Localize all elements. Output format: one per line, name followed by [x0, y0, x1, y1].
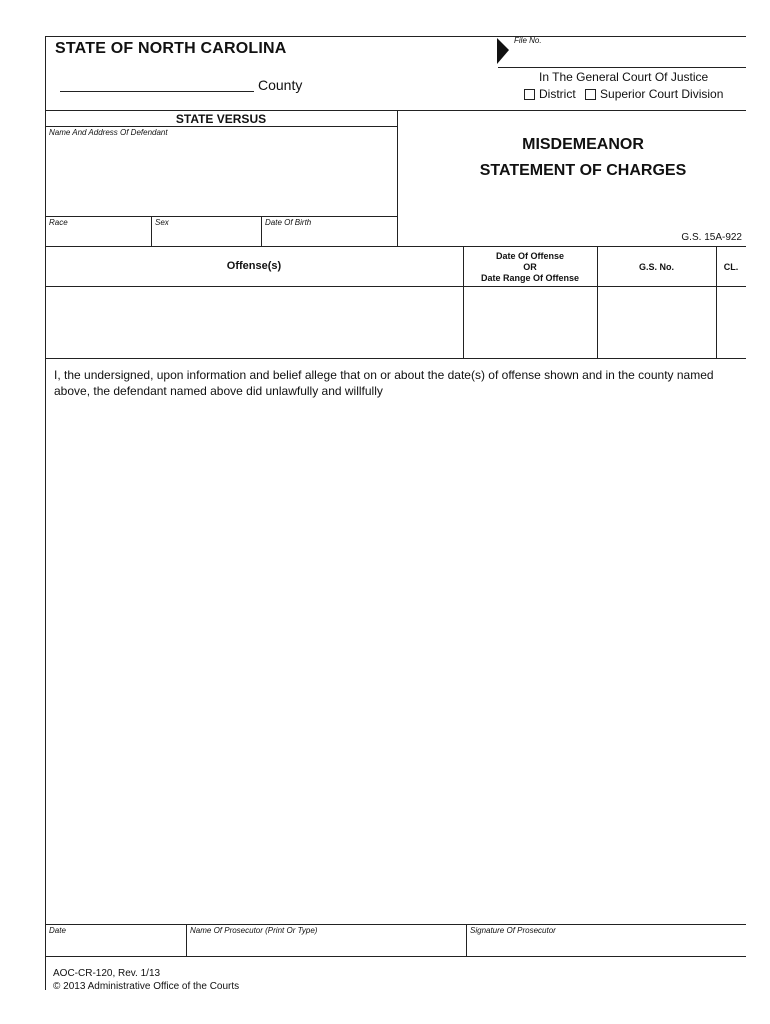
district-option[interactable]	[524, 87, 576, 101]
file-no-underline	[498, 67, 746, 68]
sex-field[interactable]	[155, 229, 257, 244]
dob-label: Date Of Birth	[265, 218, 312, 227]
sex-label: Sex	[155, 218, 169, 227]
dob-field[interactable]	[265, 229, 393, 244]
copyright: © 2013 Administrative Office of the Courts	[53, 981, 240, 992]
district-label: District	[539, 87, 576, 101]
state-versus-underline	[45, 126, 397, 127]
top-border	[45, 36, 746, 37]
offense-field[interactable]	[48, 289, 460, 355]
gs-no-field[interactable]	[600, 289, 713, 355]
form-footer	[53, 967, 239, 993]
state-title: STATE OF NORTH CAROLINA	[55, 40, 287, 57]
date-label: Date	[49, 926, 66, 935]
allegation-text: I, the undersigned, upon information and belief allege that on or about the date(s) of offense shown and in the county named above, the defendant named above did unlawfully and willfully	[54, 368, 714, 398]
prosecutor-name-field[interactable]	[190, 937, 462, 954]
file-no-marker-icon	[497, 38, 511, 64]
left-border	[45, 36, 46, 990]
offense-table-bottom	[45, 358, 746, 359]
defendant-box-right	[397, 110, 398, 246]
header-divider	[45, 110, 746, 111]
prosecutor-signature-field[interactable]	[470, 937, 744, 954]
race-field[interactable]	[49, 229, 147, 244]
class-header: CL.	[723, 262, 739, 272]
county-label: County	[258, 77, 303, 93]
sex-dob-divider	[261, 216, 262, 246]
superior-court-option[interactable]	[585, 87, 723, 101]
date-header-line2: OR	[523, 262, 537, 272]
name-address-field[interactable]	[49, 140, 393, 214]
allegation-field[interactable]	[50, 402, 744, 920]
superior-court-checkbox[interactable]	[585, 89, 596, 100]
signature-date-field[interactable]	[49, 937, 182, 954]
date-header-line3: Date Range Of Offense	[480, 273, 580, 283]
county-field[interactable]	[60, 78, 254, 92]
prosecutor-signature-label: Signature Of Prosecutor	[470, 926, 556, 935]
signature-row-bottom	[45, 956, 746, 957]
file-no-label: File No.	[514, 36, 542, 45]
form-title	[420, 132, 746, 184]
offense-table-top	[45, 246, 746, 247]
race-sex-dob-top	[45, 216, 397, 217]
form-number: AOC-CR-120, Rev. 1/13	[53, 968, 161, 979]
offense-header: Offense(s)	[226, 260, 282, 272]
date-name-divider	[186, 924, 187, 956]
race-sex-divider	[151, 216, 152, 246]
statute-reference: G.S. 15A-922	[681, 232, 742, 243]
file-no-field[interactable]	[514, 47, 744, 65]
date-header	[463, 251, 597, 284]
name-address-label: Name And Address Of Defendant	[49, 128, 168, 137]
name-signature-divider	[466, 924, 467, 956]
court-line: In The General Court Of Justice	[539, 70, 709, 84]
form-title-line1: MISDEMEANOR	[522, 136, 644, 153]
division-options	[524, 87, 723, 101]
date-header-line1: Date Of Offense	[495, 251, 564, 261]
district-checkbox[interactable]	[524, 89, 535, 100]
form-title-line2: STATEMENT OF CHARGES	[479, 162, 687, 179]
offense-header-underline	[45, 286, 746, 287]
race-label: Race	[49, 218, 68, 227]
gs-no-header: G.S. No.	[638, 262, 674, 272]
superior-court-label: Superior Court Division	[600, 87, 724, 101]
state-versus-heading: STATE VERSUS	[175, 112, 267, 126]
class-field[interactable]	[719, 289, 744, 355]
signature-row-top	[45, 924, 746, 925]
offense-date-field[interactable]	[466, 289, 594, 355]
prosecutor-name-label: Name Of Prosecutor (Print Or Type)	[190, 926, 318, 935]
